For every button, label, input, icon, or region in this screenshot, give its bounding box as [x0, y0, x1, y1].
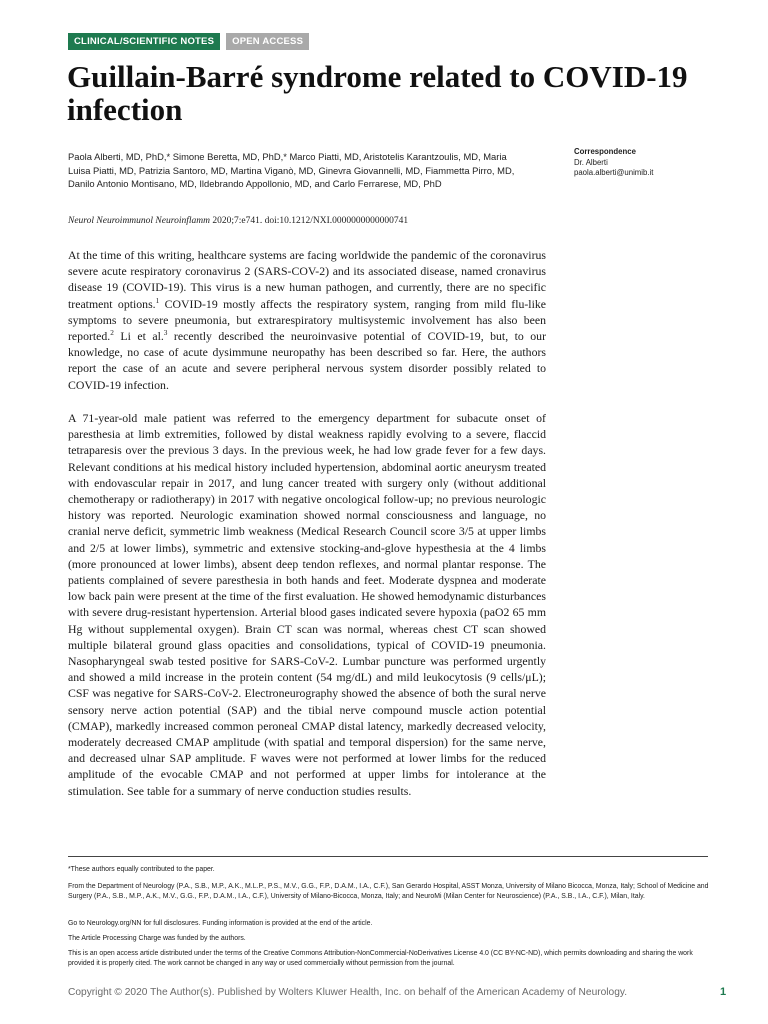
reference-2[interactable]: 2: [110, 328, 114, 338]
intro-paragraph: [68, 247, 546, 393]
footnote-apc: The Article Processing Charge was funded by the authors.: [68, 935, 246, 942]
article-title: Guillain-Barré syndrome related to COVID-19 infection: [67, 59, 688, 127]
correspondence-block: [574, 147, 724, 179]
footnote-equal-contribution: *These authors equally contributed to the paper.: [68, 866, 215, 873]
correspondence-email[interactable]: paola.alberti@unimib.it: [574, 168, 654, 177]
article-badges: [68, 33, 309, 50]
author-list: Paola Alberti, MD, PhD,* Simone Beretta, MD, PhD,* Marco Piatti, MD, Aristotelis Karantzoulis, MD, Maria Luisa Piatti, MD, Patrizia Santoro, MD, Martina Viganò, MD, Ginevra Giovannelli, MD, Fiammetta Pirro, MD, Danilo Antonio Montisano, MD, Ildebrando Appollonio, MD, and Carlo Ferrarese, MD, PhD: [68, 151, 515, 189]
footnote-license: This is an open access article distributed under the terms of the Creative Commons Attribution-NonCommercial-NoDerivatives License 4.0 (CC BY-NC-ND), which permits downloading and sharing the work provided it is properly cited. The work cannot be changed in any way or used commercially without permission from the journal.: [68, 950, 693, 967]
citation-details[interactable]: 2020;7:e741. doi:10.1212/NXI.0000000000000741: [209, 216, 409, 226]
correspondence-heading: Correspondence: [574, 147, 636, 156]
reference-1[interactable]: 1: [155, 295, 160, 305]
footnote-divider: [68, 856, 708, 857]
intro-text-c: Li et al.: [113, 329, 164, 344]
footnote-affiliations: From the Department of Neurology (P.A., S.B., M.P., A.K., M.L.P., P.S., M.V., G.G., F.P., D.A.M., I.A., C.F.), San Gerardo Hospital, ASST Monza, University of Milano Bicocca, Monza, Italy; School of Medicine and Surgery (P.A., S.B., M.P., A.K., M.V., G.G., F.P., D.A.M., I.A., C.F.), University of Milano-Bicocca, Monza, Italy; and NeuroMi (Milan Center for Neuroscience) (P.A., S.B., I.A., C.F.), Milan, Italy.: [68, 883, 709, 900]
intro-text-b: COVID-19 mostly affects the respiratory system, ranging from mild flu-like symptoms to severe pneumonia, but extrarespiratory multisystemic involvement has also been reported.: [68, 296, 546, 344]
section-badge[interactable]: CLINICAL/SCIENTIFIC NOTES: [68, 33, 220, 50]
case-paragraph: A 71-year-old male patient was referred to the emergency department for subacute onset of paresthesia at limb extremities, followed by distal weakness rapidly evolving to a severe, flaccid tetraparesis over the previous 3 days. In the previous week, he had low grade fever for a few days. Relevant conditions at his medical history included hypertension, abdominal aortic aneurysm treated with endovascular repair in 2017, and lung cancer treated with surgery only (without additional chemotherapy or radiotherapy) in 2017 with negative oncological follow-up; no previous neurologic history was reported. Neurologic examination showed normal consciousness and language, no cranial nerve deficit, symmetric limb weakness (Medical Research Council score 3/5 at upper limbs and 2/5 at lower limbs), symmetric and extensive stocking-and-glove hypesthesia at the 4 limbs (more pronounced at lower limbs), absent deep tendon reflexes, and normal plantar response. The patients complained of severe paresthesia in both hands and feet. Moderate dyspnea and moderate low back pain were present at the time of the first evaluation. He showed hemodynamic disturbances with severe drug-resistant hypertension. Arterial blood gases indicated severe hypoxia (paO2 65 mm Hg without supplemental oxygen). Brain CT scan was normal, whereas chest CT scan showed multiple bilateral ground glass opacities and consolidations, typical of COVID-19 pneumonia. Nasopharyngeal swab tested positive for SARS-CoV-2. Lumbar puncture was performed urgently and showed a mild increase in the protein content (54 mg/dL) and mild leukocytosis (9 cells/μL); CSF was negative for SARS-CoV-2. Electroneurography showed the absence of both the sural nerve sensory nerve action potential (SAP) and the tibial nerve compound muscle action potential (CMAP), markedly increased common peroneal CMAP distal latency, markedly decreased velocity, moderately decreased CMAP amplitude (with spatial and temporal dispersion) for the same nerve, and decreased ulnar SAP amplitude. F waves were not performed at lower limbs for the reduced amplitude of the evocable CMAP and not performed at upper limbs for intolerance at the stimulation. See table for a summary of nerve conduction studies results.: [68, 411, 546, 798]
page-number: 1: [720, 986, 727, 998]
open-access-badge[interactable]: OPEN ACCESS: [226, 33, 309, 50]
intro-text-a: At the time of this writing, healthcare systems are facing worldwide the pandemic of the coronavirus severe acute respiratory coronavirus 2 (SARS-COV-2) and its associated disease, named cronavirus disease 19 (COVID-19). This virus is a new human pathogen, and currently, there are no specific treatment options.: [68, 248, 546, 311]
copyright-notice: Copyright © 2020 The Author(s). Published by Wolters Kluwer Health, Inc. on behalf of the American Academy of Neurology.: [68, 987, 628, 998]
reference-3[interactable]: 3: [163, 328, 168, 338]
journal-name: Neurol Neuroimmunol Neuroinflamm: [68, 216, 210, 226]
citation-line: [68, 216, 548, 226]
correspondence-name: Dr. Alberti: [574, 157, 608, 167]
intro-text-d: recently described the neuroinvasive potential of COVID-19, but, to our knowledge, no case of acute dysimmune neuropathy has been described so far. Here, the authors report the case of an acute and severe peripheral nervous system disorder possibly related to COVID-19 infection.: [68, 329, 546, 392]
footnote-disclosures[interactable]: Go to Neurology.org/NN for full disclosures. Funding information is provided at the end of the article.: [68, 920, 373, 927]
